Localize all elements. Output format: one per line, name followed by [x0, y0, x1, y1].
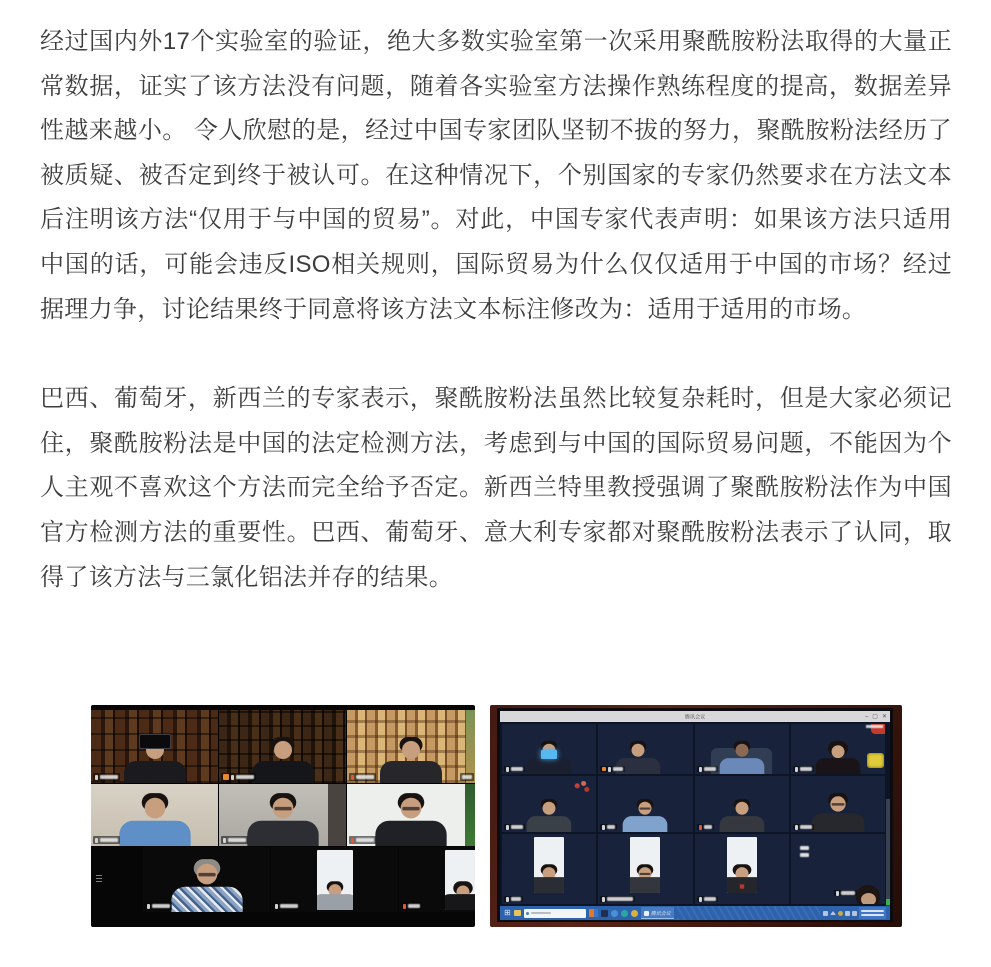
taskbar-app-icon	[589, 909, 598, 917]
red-collar-accent	[739, 884, 743, 888]
name-plate	[145, 902, 172, 910]
participant-tile	[791, 724, 885, 774]
tray-icon	[823, 911, 828, 916]
participant-tile	[143, 847, 270, 912]
participant-person	[520, 799, 578, 832]
profile-card	[534, 837, 564, 893]
torso	[719, 758, 764, 774]
participant-name-blurred	[511, 767, 523, 771]
participant-name-blurred	[613, 767, 623, 771]
mic-icon	[506, 897, 509, 902]
participant-name-blurred	[511, 825, 523, 829]
participant-person	[809, 741, 867, 774]
plant-accent	[465, 784, 475, 846]
wall-marks	[800, 846, 809, 860]
taskbar-active-app	[641, 907, 674, 919]
glasses	[640, 808, 651, 810]
paragraph-experts: 巴西、葡萄牙，新西兰的专家表示，聚酰胺粉法虽然比较复杂耗时，但是大家必须记住，聚酰胺粉法是中国的法定检测方法，考虑到与中国的国际贸易问题，不能因为个人主观不喜欢这个方法而完全给予否定。新西兰特里教授强调了聚酰胺粉法作为中国官方检测方法的重要性。巴西、葡萄牙、意大利专家都对聚酰胺粉法表示了认同，取得了该方法与三氯化铝法并存的结果。	[40, 385, 952, 591]
participant-person	[322, 881, 348, 910]
mic-icon	[602, 825, 605, 830]
name-plate	[504, 824, 525, 830]
participant-person	[109, 793, 201, 846]
glasses	[640, 873, 651, 875]
participant-name-blurred	[356, 838, 374, 842]
participant-person	[536, 864, 562, 893]
torso	[375, 821, 446, 846]
hand-raised-orange-icon	[223, 774, 229, 780]
participant-person	[804, 793, 872, 832]
mic-icon	[795, 825, 798, 830]
participant-person	[729, 864, 755, 893]
participant-tile	[598, 724, 692, 774]
face	[631, 744, 644, 757]
taskbar-app-icon	[611, 910, 618, 917]
taskbar-clock	[859, 907, 886, 919]
participant-person	[632, 864, 658, 893]
mic-icon	[223, 838, 226, 843]
phone-screen-glow	[541, 750, 557, 759]
name-plate	[834, 890, 857, 896]
monitor-bezel	[497, 708, 893, 922]
mic-icon	[608, 767, 611, 772]
face	[402, 741, 420, 759]
name-plate	[349, 773, 376, 781]
torso	[534, 877, 564, 893]
participant-name-blurred	[704, 825, 712, 829]
torso	[124, 761, 186, 783]
name-plate	[697, 824, 714, 830]
meeting-grid-left	[91, 710, 475, 846]
tray-chevron-icon	[830, 911, 836, 915]
participant-person	[713, 741, 771, 774]
taskbar-app-icon	[621, 910, 628, 917]
taskbar-texture	[677, 906, 820, 920]
search-box	[524, 909, 586, 918]
search-icon	[526, 912, 529, 915]
minimize-icon: –	[864, 713, 869, 720]
person-face-corner	[861, 893, 876, 904]
profile-card	[630, 837, 660, 893]
scrollbar-indicator	[886, 899, 890, 905]
profile-card	[727, 837, 757, 893]
participant-name-blurred	[511, 897, 521, 901]
glasses	[402, 807, 419, 810]
participant-person	[371, 737, 451, 783]
meeting-grid-left-row3	[143, 847, 475, 912]
torso	[719, 816, 764, 832]
mic-icon	[506, 767, 509, 772]
participant-tile	[91, 784, 218, 846]
participant-tile	[598, 776, 692, 832]
participant-name-blurred	[462, 775, 472, 779]
participant-name-blurred	[100, 775, 118, 779]
participant-tile	[91, 710, 218, 783]
participant-person	[237, 793, 329, 846]
participant-tile-video-off	[695, 834, 789, 904]
photo-right-monitor	[490, 705, 902, 927]
mic-icon	[403, 904, 406, 909]
taskbar-app-icon	[601, 910, 608, 917]
name-plate	[600, 824, 617, 830]
face	[831, 745, 844, 758]
name-plate	[93, 836, 120, 844]
mic-icon	[95, 838, 98, 843]
name-plate	[349, 836, 376, 844]
participant-name-blurred	[800, 767, 812, 771]
tray-icon	[852, 911, 857, 916]
close-icon: ✕	[881, 713, 887, 720]
name-plate	[401, 902, 422, 910]
participant-tile	[347, 710, 475, 783]
meeting-app-label: 腾讯会议	[650, 910, 671, 917]
participant-tile	[219, 710, 346, 783]
participant-tile-video-off	[271, 847, 398, 912]
flowers-accent	[574, 781, 590, 793]
tray-icon	[845, 911, 850, 916]
participant-name-blurred	[152, 904, 170, 908]
system-tray	[823, 907, 886, 919]
participant-tile	[502, 724, 596, 774]
name-plate	[460, 773, 474, 781]
torso	[816, 758, 861, 774]
mic-icon	[231, 775, 234, 780]
monitor-screen	[500, 711, 890, 920]
camera-held-up-icon	[139, 734, 171, 749]
face	[144, 798, 165, 819]
face	[274, 741, 292, 759]
name-plate	[697, 766, 718, 772]
participant-name-blurred	[607, 825, 615, 829]
name-plate	[697, 896, 718, 902]
tray-icon	[838, 911, 843, 916]
participant-name-blurred	[607, 897, 633, 901]
participant-name-blurred	[408, 904, 420, 908]
mic-icon	[602, 897, 605, 902]
participant-tile	[695, 724, 789, 774]
maximize-icon: ▢	[872, 713, 878, 720]
mic-icon	[147, 904, 150, 909]
participant-tile	[695, 776, 789, 832]
dark-door-accent	[328, 784, 346, 846]
torso	[119, 821, 190, 846]
overlay-label-blurred	[866, 725, 883, 728]
mic-icon	[795, 767, 798, 772]
participant-tile	[791, 834, 885, 904]
participant-name-blurred	[704, 897, 716, 901]
name-plate	[221, 773, 256, 781]
participant-tile-video-off	[598, 834, 692, 904]
participant-name-blurred	[280, 904, 298, 908]
glasses	[274, 807, 291, 810]
torso	[380, 761, 442, 783]
participant-name-blurred	[800, 825, 812, 829]
mic-icon	[95, 775, 98, 780]
name-plate	[600, 766, 625, 772]
meeting-grid-right	[500, 722, 890, 906]
torso	[252, 761, 314, 783]
torso	[247, 821, 318, 846]
glasses	[198, 873, 215, 876]
face	[735, 744, 748, 757]
mic-icon	[699, 825, 702, 830]
file-explorer-icon	[514, 910, 521, 916]
torso	[527, 758, 572, 774]
participant-tile	[219, 784, 346, 846]
profile-card	[445, 850, 476, 910]
participant-person	[713, 799, 771, 832]
start-button-icon: ⊞	[504, 908, 511, 917]
participant-tile	[502, 776, 596, 832]
face	[543, 802, 556, 815]
face	[735, 802, 748, 815]
participant-name-blurred	[236, 775, 254, 779]
torso	[317, 894, 353, 910]
yellow-accent	[867, 753, 884, 768]
paragraph-validation: 经过国内外17个实验室的验证，绝大多数实验室第一次采用聚酰胺粉法取得的大量正常数据，证实了该方法没有问题，随着各实验室方法操作熟练程度的提高，数据差异性越来越小。 令人欣慰的是，经过中国专家团队坚韧不拔的努力，聚酰胺粉法经历了被质疑、被否定到终于被认可。在这种情况下，个别国家的专家仍然要求在方法文本后注明该方法“仅用于与中国的贸易”。对此，中国专家代表声明：如果该方法只适用中国的话，可能会违反ISO相关规则，国际贸易为什么仅仅适用于中国的市场？经过据理力争，讨论结果终于同意将该方法文本标注修改为：适用于适用的市场。	[40, 28, 952, 323]
torso	[527, 816, 572, 832]
scrollbar	[886, 799, 890, 906]
mic-icon	[836, 891, 839, 896]
torso	[812, 813, 865, 832]
mic-icon	[699, 767, 702, 772]
mic-icon	[351, 775, 354, 780]
profile-card	[317, 850, 353, 910]
name-plate	[273, 902, 300, 910]
participant-person	[617, 799, 675, 832]
windows-taskbar	[500, 906, 890, 920]
participant-name-blurred	[100, 838, 118, 842]
participant-tile-video-off	[399, 847, 475, 912]
name-plate	[793, 766, 814, 772]
name-plate	[600, 896, 635, 902]
photo-row	[91, 705, 902, 927]
mic-icon	[351, 838, 354, 843]
search-placeholder-blurred	[531, 912, 551, 914]
torso	[445, 894, 476, 910]
name-plate	[221, 836, 248, 844]
torso	[630, 877, 660, 893]
participant-name-blurred	[228, 838, 246, 842]
window-titlebar	[500, 711, 890, 722]
participant-person	[365, 793, 457, 846]
meeting-app-icon	[644, 911, 649, 916]
participant-person	[450, 881, 475, 910]
name-plate	[504, 896, 523, 902]
name-plate	[793, 824, 814, 830]
participant-person	[161, 859, 253, 912]
participant-name-blurred	[841, 891, 855, 895]
participant-tile	[791, 776, 885, 832]
mic-icon	[699, 897, 702, 902]
participant-name-blurred	[356, 775, 374, 779]
participant-tile	[347, 784, 475, 846]
window-title: 腾讯会议	[684, 715, 706, 721]
glasses	[832, 803, 845, 806]
side-menu-handle-icon	[96, 873, 102, 882]
window-controls	[865, 711, 887, 722]
torso	[623, 816, 668, 832]
taskbar-app-icon	[631, 910, 638, 917]
name-plate	[93, 773, 120, 781]
participant-tile-video-off	[502, 834, 596, 904]
participant-name-blurred	[704, 767, 716, 771]
mic-icon	[506, 825, 509, 830]
torso	[171, 887, 242, 912]
name-plate	[504, 766, 525, 772]
hand-raised-orange-icon	[602, 767, 606, 771]
photo-left-meeting-grid	[91, 705, 475, 927]
article	[40, 20, 952, 600]
mic-icon	[275, 904, 278, 909]
